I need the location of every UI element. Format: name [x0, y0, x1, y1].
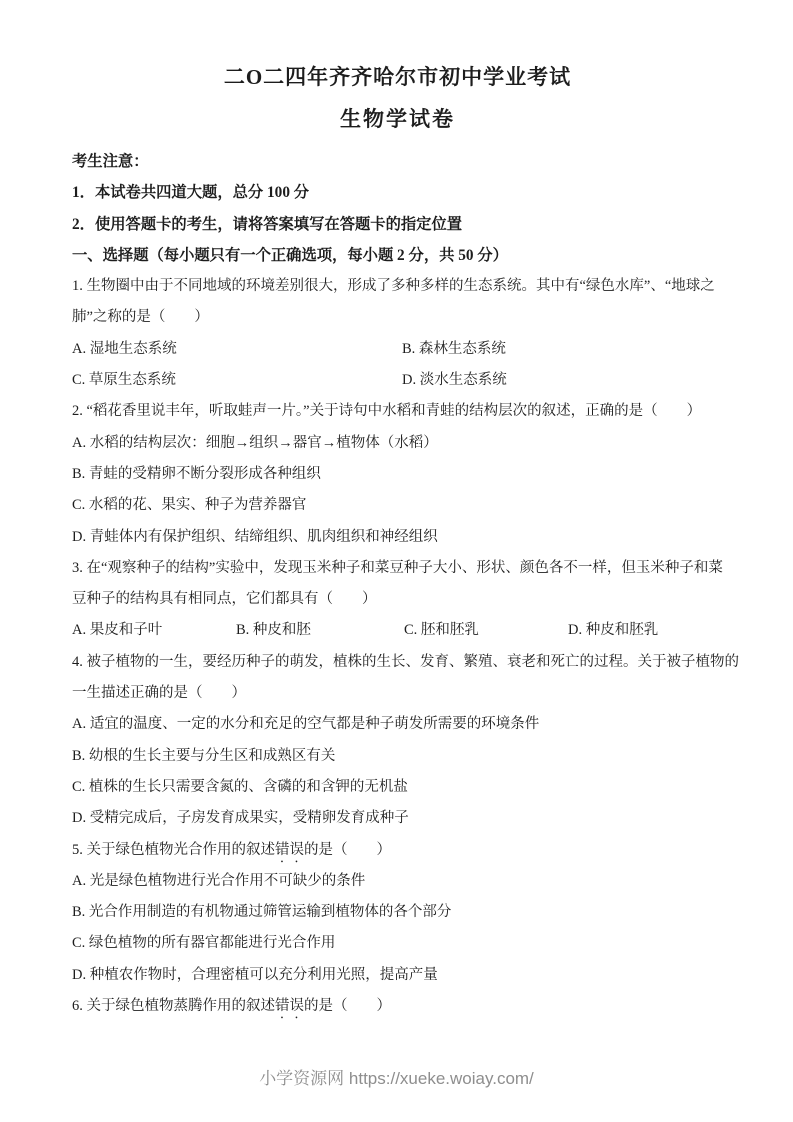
question-3 — [72, 553, 723, 647]
question-5-option-a: A. 光是绿色植物进行光合作用不可缺少的条件 — [72, 872, 366, 889]
section-heading-choice: 一、选择题（每小题只有一个正确选项，每小题 2 分，共 50 分） — [72, 246, 508, 264]
question-1 — [72, 271, 723, 396]
question-6 — [72, 991, 723, 1022]
question-1-option-d: D. 淡水生态系统 — [402, 372, 507, 389]
question-1-stem-line-2: 肺”之称的是（ ） — [72, 309, 209, 326]
question-2-option-b: B. 青蛙的受精卵不断分裂形成各种组织 — [72, 465, 321, 482]
question-3-stem-line-1: 3. 在“观察种子的结构”实验中，发现玉米种子和菜豆种子大小、形状、颜色各不一样，但玉米种子和菜 — [72, 559, 723, 576]
notice-heading: 考生注意： — [72, 153, 149, 170]
question-4-stem-line-2: 一生描述正确的是（ ） — [72, 685, 246, 702]
question-6-stem-tail: 的是（ ） — [304, 998, 391, 1015]
question-1-option-b: B. 森林生态系统 — [402, 340, 506, 357]
notice-item-2: 2．使用答题卡的考生，请将答案填写在答题卡的指定位置 — [72, 215, 463, 233]
question-5-stem — [72, 835, 723, 866]
paper-subtitle: 生物学试卷 — [340, 107, 455, 131]
question-6-stem-text: 6. 关于绿色植物蒸腾作用的叙述 — [72, 998, 275, 1015]
paper-title: 二O二四年齐齐哈尔市初中学业考试 — [223, 65, 572, 89]
question-3-option-b: B. 种皮和胚 — [236, 622, 311, 639]
question-4-option-a: A. 适宜的温度、一定的水分和充足的空气都是种子萌发所需要的环境条件 — [72, 716, 540, 733]
question-2-option-a: A. 水稻的结构层次：细胞→组织→器官→植物体（水稻） — [72, 434, 438, 451]
question-2 — [72, 396, 723, 552]
question-1-stem-line-1: 1. 生物圈中由于不同地域的环境差别很大，形成了多种多样的生态系统。其中有“绿色水库”、“地球之 — [72, 278, 715, 295]
question-3-option-c: C. 胚和胚乳 — [404, 622, 479, 639]
question-5-stem-tail: 的是（ ） — [304, 841, 391, 858]
footer-watermark — [0, 1068, 793, 1090]
question-5-stem-text: 5. 关于绿色植物光合作用的叙述 — [72, 841, 275, 858]
question-3-options — [72, 615, 723, 646]
question-2-option-c: C. 水稻的花、果实、种子为营养器官 — [72, 497, 307, 514]
question-3-option-d: D. 种皮和胚乳 — [568, 622, 659, 639]
question-4-option-c: C. 植株的生长只需要含氮的、含磷的和含钾的无机盐 — [72, 778, 408, 795]
question-4-stem-line-1: 4. 被子植物的一生，要经历种子的萌发，植株的生长、发育、繁殖、衰老和死亡的过程。关于被子植物的 — [72, 653, 739, 670]
question-5 — [72, 835, 723, 991]
question-6-stem — [72, 991, 723, 1022]
question-2-option-d: D. 青蛙体内有保护组织、结缔组织、肌肉组织和神经组织 — [72, 528, 438, 545]
question-5-stem-emphasis: 错误 — [275, 841, 304, 858]
question-1-option-a: A. 湿地生态系统 — [72, 340, 177, 357]
question-4-option-b: B. 幼根的生长主要与分生区和成熟区有关 — [72, 747, 336, 764]
question-4-option-d: D. 受精完成后，子房发育成果实，受精卵发育成种子 — [72, 810, 409, 827]
question-1-options — [72, 334, 723, 397]
question-1-option-c: C. 草原生态系统 — [72, 372, 176, 389]
question-2-stem: 2. “稻花香里说丰年，听取蛙声一片。”关于诗句中水稻和青蛙的结构层次的叙述，正确的是（ ） — [72, 403, 702, 420]
question-4 — [72, 647, 739, 835]
notice-item-1: 1．本试卷共四道大题，总分 100 分 — [72, 184, 310, 202]
question-6-stem-emphasis: 错误 — [275, 998, 304, 1015]
question-5-option-d: D. 种植农作物时，合理密植可以充分利用光照，提高产量 — [72, 966, 438, 983]
question-5-option-b: B. 光合作用制造的有机物通过筛管运输到植物体的各个部分 — [72, 904, 452, 921]
question-3-option-a: A. 果皮和子叶 — [72, 622, 163, 639]
footer-watermark-text: 小学资源网 https://xueke.woiay.com/ — [259, 1069, 534, 1088]
question-3-stem-line-2: 豆种子的结构具有相同点，它们都具有（ ） — [72, 591, 377, 608]
question-5-option-c: C. 绿色植物的所有器官都能进行光合作用 — [72, 935, 336, 952]
paper-body — [72, 146, 739, 1022]
